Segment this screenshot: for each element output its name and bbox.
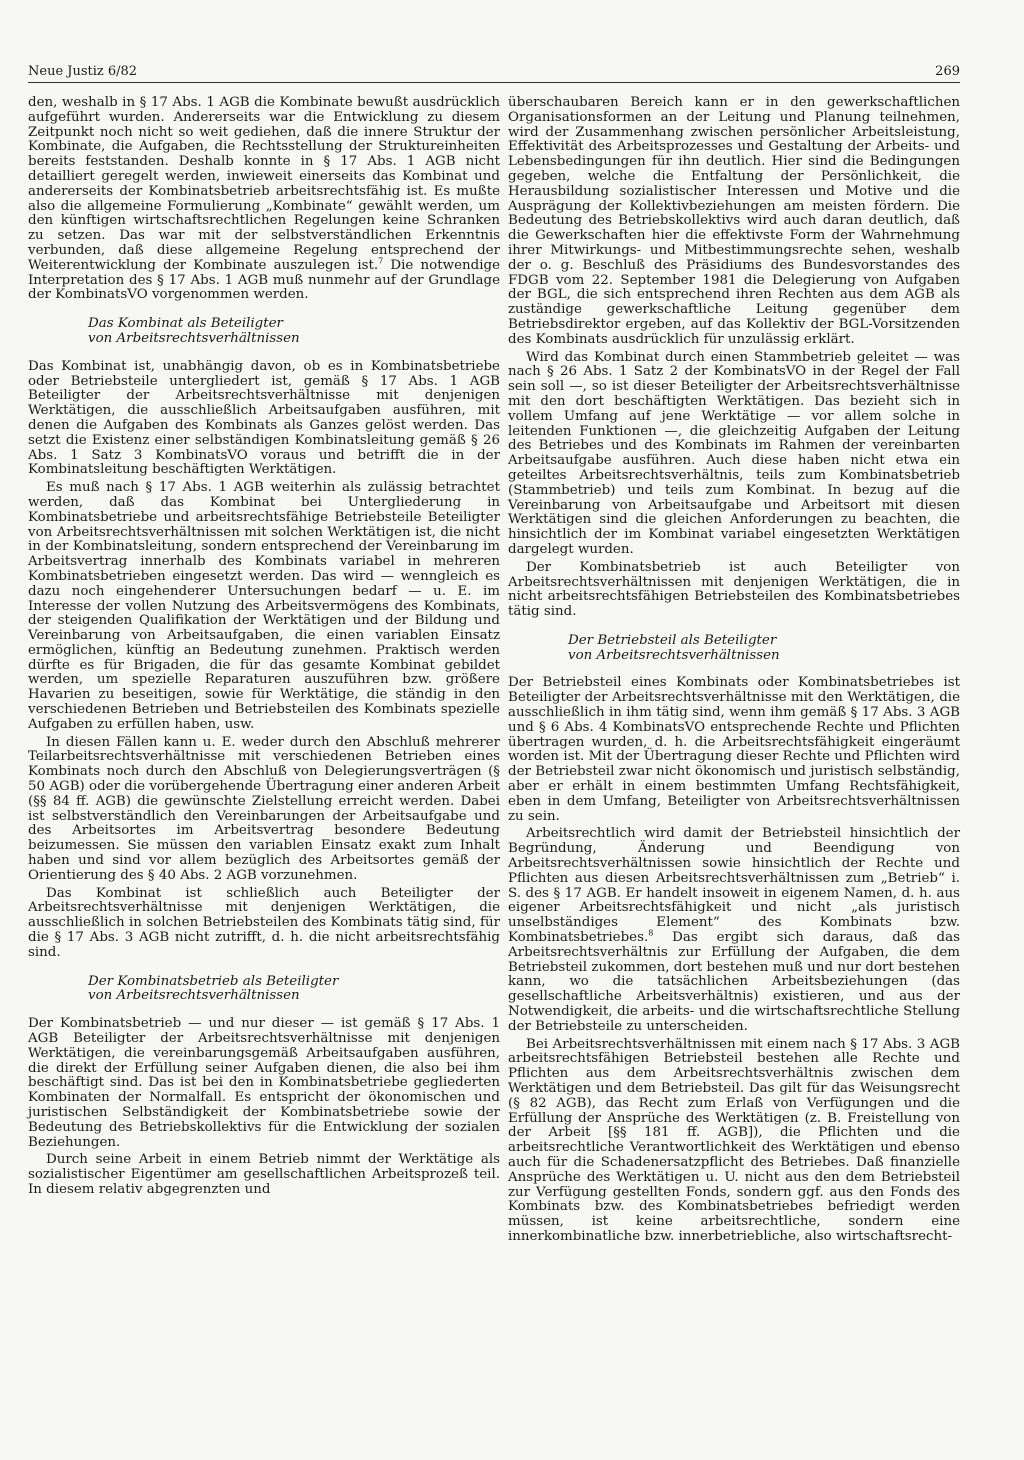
journal-title: Neue Justiz 6/82 — [28, 64, 138, 79]
paragraph: Arbeitsrechtlich wird damit der Betriebsteil hinsichtlich der Begründung, Änderung und Beendigung von Arbeitsrechtsverhältnissen sowie hinsichtlich der Rechte und Pflichten aus diesen Arbeitsrechtsverhältnissen zum „Betrieb“ i. S. des § 17 AGB. Er handelt insoweit in eigenem Namen, d. h. aus eigener Arbeitsrechtsfähigkeit und nicht „als juristisch unselbständiges Element“ des Kombinats bzw. Kombinatsbetriebes.$^8$ Das ergibt sich daraus, daß das Arbeitsrechtsverhältnis zur Erfüllung der Aufgaben, die dem Betriebsteil zukommen, dort bestehen muß und nur dort bestehen kann, wo die tatsächlichen Arbeitsbeziehungen (das gesellschaftliche Arbeitsverhältnis) existieren, und aus der Notwendigkeit, die arbeits- und die wirtschaftsrechtliche Stellung der Betriebsteile zu unterscheiden. — [508, 826, 960, 1034]
paragraph: Bei Arbeitsrechtsverhältnissen mit einem nach § 17 Abs. 3 AGB arbeitsrechtsfähigen Betriebsteil bestehen alle Rechte und Pflichten aus dem Arbeitsrechtsverhältnis zwischen dem Werktätigen und dem Betriebsteil. Das gilt für das Weisungsrecht (§ 82 AGB), das Recht zum Erlaß von Verfügungen und die Erfüllung der Ansprüche des Werktätigen (z. B. Freistellung von der Arbeit [§§ 181 ff. AGB]), die Pflichten und die arbeitsrechtliche Verantwortlichkeit des Werktätigen und ebenso auch für die Schadenersatzpflicht des Betriebes. Daß finanzielle Ansprüche des Werktätigen u. U. nicht aus den dem Betriebsteil zur Verfügung gestellten Fonds, sondern ggf. aus den Fonds des Kombinats bzw. des Kombinatsbetriebes befriedigt werden müssen, ist keine arbeitsrechtliche, sondern eine innerkombinatliche bzw. innerbetriebliche, also wirtschaftsrecht- — [508, 1036, 960, 1244]
footnote-marker: 8 — [648, 928, 654, 938]
paragraph: Der Kombinatsbetrieb — und nur dieser — ist gemäß § 17 Abs. 1 AGB Beteiligter der Arbeitsrechtsverhältnisse mit denjenigen Werktätigen, die vereinbarungsgemäß Arbeitsaufgaben ausführen, die direkt der Erfüllung seiner Aufgaben dienen, die also bei ihm beschäftigt sind. Das ist bei den in Kombinatsbetriebe gegliederten Kombinaten der Normalfall. Es entspricht der ökonomischen und juristischen Selbständigkeit der Kombinatsbetriebe sowie der Bedeutung des Betriebskollektivs für die Entwicklung der sozialen Beziehungen. — [28, 1016, 500, 1150]
paragraph: Durch seine Arbeit in einem Betrieb nimmt der Werktätige als sozialistischer Eigentümer am gesellschaftlichen Arbeitsprozeß teil. In diesem relativ abgegrenzten und — [28, 1152, 500, 1197]
paragraph: den, weshalb in § 17 Abs. 1 AGB die Kombinate bewußt ausdrücklich aufgeführt wurden. Andererseits war die Entwicklung zu diesem Zeitpunkt noch nicht so weit gediehen, daß die innere Struktur der Kombinate, die Aufgaben, die Rechtsstellung der Struktureinheiten bereits feststanden. Deshalb konnte in § 17 Abs. 1 AGB nicht detailliert geregelt werden, inwieweit einerseits das Kombinat und andererseits der Kombinatsbetrieb arbeitsrechtsfähig ist. Es mußte also die allgemeine Formulierung „Kombinate“ gewählt werden, um den künftigen wirtschaftsrechtlichen Regelungen keine Schranken zu setzen. Das war mit der selbstverständlichen Erkenntnis verbunden, daß diese allgemeine Regelung entsprechend der Weiterentwicklung der Kombinate auszulegen ist.$^7$ Die notwendige Interpretation des § 17 Abs. 1 AGB muß nunmehr auf der Grundlage der KombinatsVO vorgenommen werden. — [28, 95, 500, 303]
paragraph: Der Betriebsteil eines Kombinats oder Kombinatsbetriebes ist Beteiligter der Arbeitsrechtsverhältnisse mit den Werktätigen, die ausschließlich in ihm tätig sind, wenn ihm gemäß § 17 Abs. 3 AGB und § 6 Abs. 4 KombinatsVO entsprechende Rechte und Pflichten übertragen wurden, d. h. die Arbeitsrechtsfähigkeit eingeräumt worden ist. Mit der Übertragung dieser Rechte und Pflichten wird der Betriebsteil zwar nicht ökonomisch und juristisch selbständig, aber er erhält in einem bestimmten Umfang Rechtsfähigkeit, eben in dem Umfang, Beteiligter von Arbeitsrechtsverhältnissen zu sein. — [508, 675, 960, 824]
paragraph: überschaubaren Bereich kann er in den gewerkschaftlichen Organisationsformen an der Leitung und Planung teilnehmen, wird der Zusammenhang zwischen persönlicher Arbeitsleistung, Effektivität des Arbeitsprozesses und Gestaltung der Arbeits- und Lebensbedingungen für ihn deutlich. Hier sind die Bedingungen gegeben, welche die Entfaltung der Persönlichkeit, die Herausbildung sozialistischer Interessen und Motive und die Ausprägung der Kollektivbeziehungen am meisten fördern. Die Bedeutung des Betriebskollektivs wird auch daran deutlich, daß die Gewerkschaften hier die effektivste Form der Wahrnehmung ihrer Mitwirkungs- und Mitbestimmungsrechte sehen, weshalb der o. g. Beschluß des Präsidiums des Bundesvorstandes des FDGB vom 22. September 1981 die Delegierung von Aufgaben der BGL, die sich entsprechend ihren Rechten aus dem AGB als zuständige gewerkschaftliche Leitung gegenüber dem Betriebsdirektor ergeben, auf das Kollektiv der BGL-Vorsitzenden des Kombinats ausdrücklich für unzulässig erklärt. — [508, 95, 960, 347]
section-heading: Der Betriebsteil als Beteiligter von Arbeitsrechtsverhältnissen — [568, 632, 780, 663]
section-heading: Das Kombinat als Beteiligter von Arbeitsrechtsverhältnissen — [88, 316, 300, 346]
paragraph: Der Kombinatsbetrieb ist auch Beteiligter von Arbeitsrechtsverhältnissen mit denjenigen Werktätigen, die in nicht arbeitsrechtsfähigen Betriebsteilen des Kombinatsbetriebes tätig sind. — [508, 559, 960, 620]
paragraph: Das Kombinat ist, unabhängig davon, ob es in Kombinatsbetriebe oder Betriebsteile untergliedert ist, gemäß § 17 Abs. 1 AGB Beteiligter der Arbeitsrechtsverhältnisse mit denjenigen Werktätigen, die ausschließlich Arbeitsaufgaben ausführen, mit denen die Aufgaben des Kombinats als Ganzes gelöst werden. Das setzt die Existenz einer selbständigen Kombinatsleitung gemäß § 26 Abs. 1 Satz 3 KombinatsVO voraus und betrifft die in der Kombinatsleitung beschäftigten Werktätigen. — [28, 358, 500, 478]
paragraph: Es muß nach § 17 Abs. 1 AGB weiterhin als zulässig betrachtet werden, daß das Kombinat bei Untergliederung in Kombinatsbetriebe und arbeitsrechtsfähige Betriebsteile Beteiligter von Arbeitsrechtsverhältnissen mit solchen Werktätigen ist, die nicht in der Kombinatsleitung, sondern entsprechend der Vereinbarung im Arbeitsvertrag innerhalb des Kombinats variabel in mehreren Kombinatsbetrieben eingesetzt werden. Das wird — wenngleich es dazu noch eingehenderer Untersuchungen bedarf — u. E. im Interesse der vollen Nutzung des Arbeitsvermögens des Kombinats, der steigenden Qualifikation der Werktätigen und der Bildung und Vereinbarung von Arbeitsaufgaben, die einen variablen Einsatz ermöglichen, künftig an Bedeutung zunehmen. Praktisch werden dürfte es für Brigaden, die für das gesamte Kombinat gebildet werden, um spezielle Reparaturen auszuführen bzw. größere Havarien zu beseitigen, sowie für Werktätige, die ständig in den verschiedenen Betrieben und Betriebsteilen des Kombinats spezielle Aufgaben zu erfüllen haben, usw. — [28, 480, 500, 732]
page-header — [28, 60, 960, 83]
page-number: 269 — [935, 64, 960, 79]
section-heading: Der Kombinatsbetrieb als Beteiligter von Arbeitsrechtsverhältnissen — [88, 973, 339, 1004]
paragraph: Wird das Kombinat durch einen Stammbetrieb geleitet — was nach § 26 Abs. 1 Satz 2 der KombinatsVO in der Regel der Fall sein soll —, so ist dieser Beteiligter der Arbeitsrechtsverhältnisse mit den dort beschäftigten Werktätigen. Das bezieht sich in vollem Umfang auf jene Werktätige — vor allem solche in leitenden Funktionen —, die gleichzeitig Aufgaben der Leitung des Betriebes und des Kombinats im Rahmen der vereinbarten Arbeitsaufgabe ausführen. Auch diese haben nicht etwa ein geteiltes Arbeitsrechtsverhältnis, teils zum Kombinatsbetrieb (Stammbetrieb) und teils zum Kombinat. In bezug auf die Vereinbarung von Arbeitsaufgabe und Arbeitsort mit diesen Werktätigen sind die gleichen Anforderungen zu beachten, die hinsichtlich der im Kombinat variabel eingesetzten Werktätigen dargelegt wurden. — [508, 349, 960, 557]
paragraph: In diesen Fällen kann u. E. weder durch den Abschluß mehrerer Teilarbeitsrechtsverhältnisse mit verschiedenen Betrieben eines Kombinats noch durch den Abschluß von Delegierungsverträgen (§ 50 AGB) oder die vorübergehende Übertragung einer anderen Arbeit (§§ 84 ff. AGB) die gewünschte Zielstellung erreicht werden. Dabei ist selbstverständlich den Vereinbarungen der Arbeitsaufgabe und des Arbeitsortes im Arbeitsvertrag besondere Bedeutung beizumessen. Sie müssen den variablen Einsatz exakt zum Inhalt haben und sind vor allem bezüglich des Arbeitsortes gemäß der Orientierung des § 40 Abs. 2 AGB vorzunehmen. — [28, 734, 500, 883]
paragraph: Das Kombinat ist schließlich auch Beteiligter der Arbeitsrechtsverhältnisse mit denjenigen Werktätigen, die ausschließlich in solchen Betriebsteilen des Kombinats tätig sind, für die § 17 Abs. 3 AGB nicht zutrifft, d. h. die nicht arbeitsrechtsfähig sind. — [28, 885, 500, 960]
right-column — [508, 96, 960, 1245]
footnote-marker: 7 — [378, 256, 384, 266]
left-column — [28, 96, 500, 1198]
